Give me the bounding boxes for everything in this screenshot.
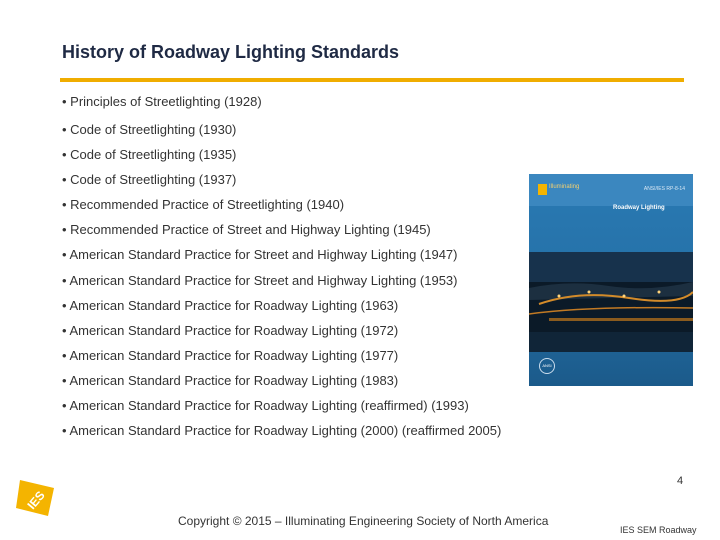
list-item: • Code of Streetlighting (1937) (62, 171, 582, 196)
bullet-list (62, 93, 582, 447)
list-item: • American Standard Practice for Roadway Lighting (1983) (62, 372, 582, 397)
ies-cover-logo-icon (538, 184, 547, 195)
copyright-text: Copyright © 2015 – Illuminating Engineering Society of North America (178, 514, 549, 528)
list-item: • American Standard Practice for Roadway Lighting (1972) (62, 322, 582, 347)
cover-title: Roadway Lighting (613, 205, 665, 211)
ies-logo-icon (16, 480, 54, 516)
list-item: • Code of Streetlighting (1930) (62, 121, 582, 146)
list-item: • Code of Streetlighting (1935) (62, 146, 582, 171)
footer-label: IES SEM Roadway (620, 525, 697, 535)
night-bridge-photo (529, 252, 693, 352)
list-item: • American Standard Practice for Street and Highway Lighting (1947) (62, 246, 582, 271)
slide-title: History of Roadway Lighting Standards (62, 42, 400, 62)
list-item: • Recommended Practice of Street and Highway Lighting (1945) (62, 221, 582, 246)
list-item: • American Standard Practice for Roadway Lighting (reaffirmed) (1993) (62, 397, 582, 422)
list-item: • Recommended Practice of Streetlighting (1940) (62, 196, 582, 221)
title-divider (60, 78, 684, 82)
list-item: • American Standard Practice for Roadway Lighting (1963) (62, 297, 582, 322)
list-item: • American Standard Practice for Roadway Lighting (1977) (62, 347, 582, 372)
ies-logo-text: IES (24, 488, 48, 513)
list-item: • American Standard Practice for Street and Highway Lighting (1953) (62, 272, 582, 297)
list-item: • Principles of Streetlighting (1928) (62, 93, 582, 121)
cover-publisher: Illuminating (549, 184, 580, 190)
list-item: • American Standard Practice for Roadway Lighting (2000) (reaffirmed 2005) (62, 422, 582, 447)
publication-cover-image (529, 174, 693, 386)
ansi-badge-icon: ANSI (539, 358, 555, 374)
cover-code: ANSI/IES RP-8-14 (643, 186, 685, 192)
page-number: 4 (677, 475, 684, 487)
